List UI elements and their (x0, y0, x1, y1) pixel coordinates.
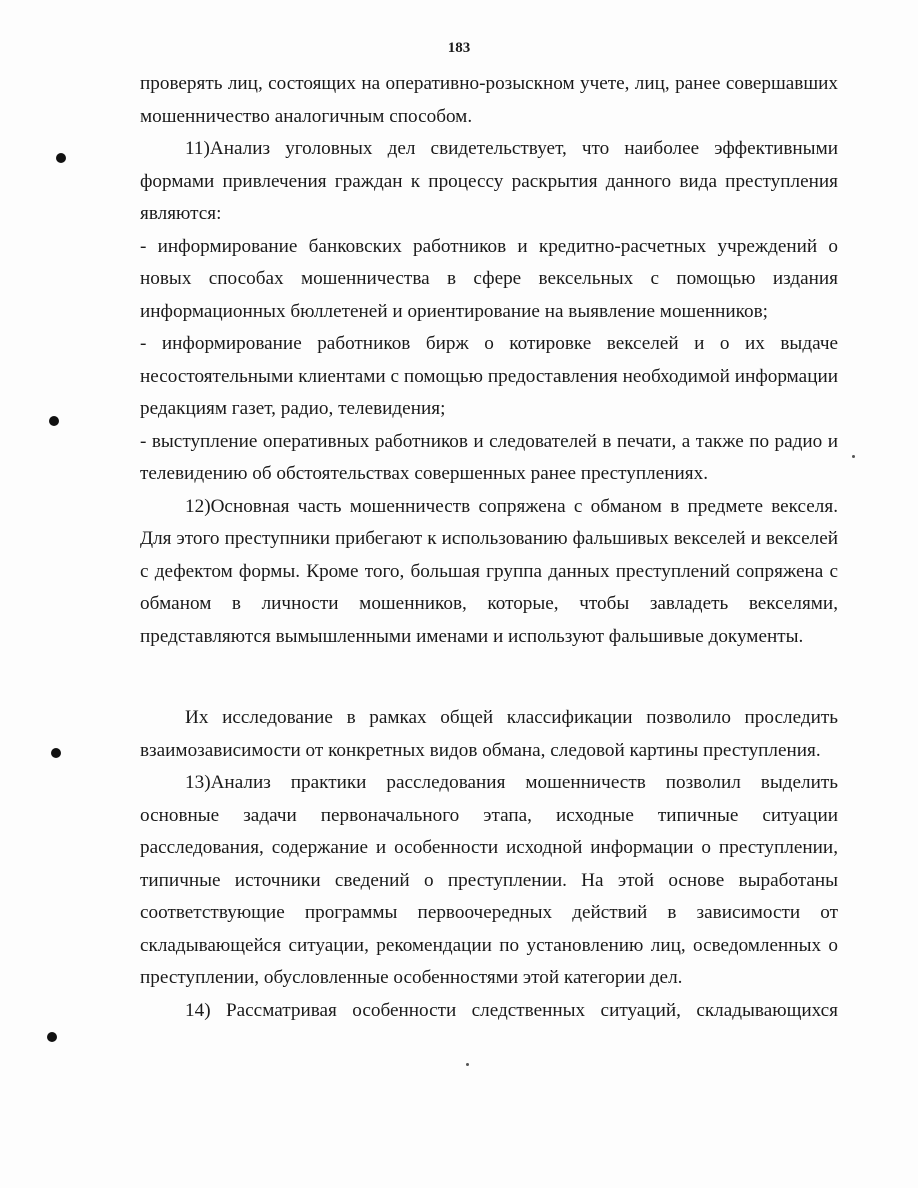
paragraph: проверять лиц, состоящих на оперативно-розыскном учете, лиц, ранее совершавших мошенничество аналогичным способом. (140, 73, 838, 127)
scan-speck (852, 455, 855, 458)
binder-hole-mark (47, 1032, 57, 1042)
binder-hole-mark (51, 748, 61, 758)
page-number: 183 (447, 40, 471, 56)
list-item: - информирование банковских работников и кредитно-расчетных учреждений о новых способах мошенничества в сфере вексельных с помощью издания информационных бюллетеней и ориентирование на выявление мошенников; (140, 235, 838, 322)
binder-hole-mark (56, 153, 66, 163)
paragraph: 11)Анализ уголовных дел свидетельствует, что наиболее эффективными формами привлечения граждан к процессу раскрытия данного вида преступления являются: (140, 138, 838, 224)
list-item: - информирование работников бирж о котировке векселей и о их выдаче несостоятельными клиентами с помощью предоставления необходимой информации редакциям газет, радио, телевидения; (140, 333, 838, 419)
binder-hole-mark (49, 416, 59, 426)
body-text-lower (140, 702, 838, 1027)
body-text-upper (140, 68, 838, 653)
paragraph: 12)Основная часть мошенничеств сопряжена с обманом в предмете векселя. Для этого преступники прибегают к использованию фальшивых векселей и векселей с дефектом формы. Кроме того, большая группа данных преступлений сопряжена с обманом в личности мошенников, которые, чтобы завладеть векселями, представляются вымышленными именами и используют фальшивые документы. (140, 495, 838, 647)
paragraph: Их исследование в рамках общей классификации позволило проследить взаимозависимости от конкретных видов обмана, следовой картины преступления. (140, 707, 838, 761)
list-item: - выступление оперативных работников и следователей в печати, а также по радио и телевидению об обстоятельствах совершенных ранее преступлениях. (140, 430, 838, 484)
scan-speck (466, 1063, 469, 1066)
paragraph: 13)Анализ практики расследования мошенничеств позволил выделить основные задачи первоначального этапа, исходные типичные ситуации расследования, содержание и особенности исходной информации о преступлении, типичные источники сведений о преступлении. На этой основе выработаны соответствующие программы первоочередных действий в зависимости от складывающейся ситуации, рекомендации по установлению лиц, осведомленных о преступлении, обусловленные особенностями этой категории дел. (140, 772, 838, 988)
paragraph: 14) Рассматривая особенности следственных ситуаций, складывающихся (185, 999, 838, 1021)
